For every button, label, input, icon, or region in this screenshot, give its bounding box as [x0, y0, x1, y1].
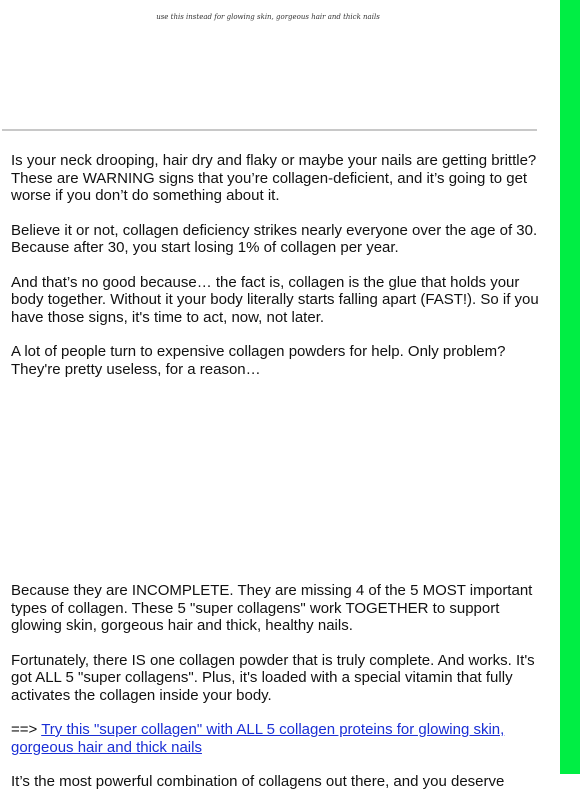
paragraph-cta: [11, 721, 541, 756]
preheader-text: use this instead for glowing skin, gorgeous hair and thick nails: [156, 13, 380, 21]
image-placeholder: [11, 395, 541, 582]
paragraph-powerful-combo: It’s the most powerful combination of collagens out there, and you deserve: [11, 773, 505, 790]
side-accent-bar: [560, 0, 580, 774]
email-content: [0, 0, 548, 21]
paragraph-powders: A lot of people turn to expensive collagen powders for help. Only problem? They're pretty useless, for a reason…: [11, 343, 506, 378]
paragraph-complete-powder: Fortunately, there IS one collagen powder that is truly complete. And works. It's got ALL 5 "super collagens". Plus, it's loaded with a special vitamin that fully activates the collagen inside your body.: [11, 651, 535, 704]
cta-arrow: ==>: [11, 721, 42, 738]
paragraph-incomplete: Because they are INCOMPLETE. They are missing 4 of the 5 MOST important types of collagen. These 5 "super collagens" work TOGETHER to support glowing skin, gorgeous hair and thick, healthy nails.: [11, 582, 533, 634]
header-divider: [2, 129, 537, 131]
email-body: [11, 152, 541, 808]
paragraph-glue: And that’s no good because… the fact is, collagen is the glue that holds your body together. Without it your body literally starts falling apart (FAST!). So if you have those signs, it's time to act, now, not later.: [11, 273, 539, 326]
offer-link[interactable]: Try this "super collagen" with ALL 5 collagen proteins for glowing skin, gorgeous hair and thick nails: [11, 721, 505, 756]
paragraph-deficiency: Believe it or not, collagen deficiency strikes nearly everyone over the age of 30. Because after 30, you start losing 1% of collagen per year.: [11, 221, 538, 256]
paragraph-warning-signs: Is your neck drooping, hair dry and flaky or maybe your nails are getting brittle? These are WARNING signs that you’re collagen-deficient, and it’s going to get worse if you don’t do something about it.: [11, 152, 537, 204]
